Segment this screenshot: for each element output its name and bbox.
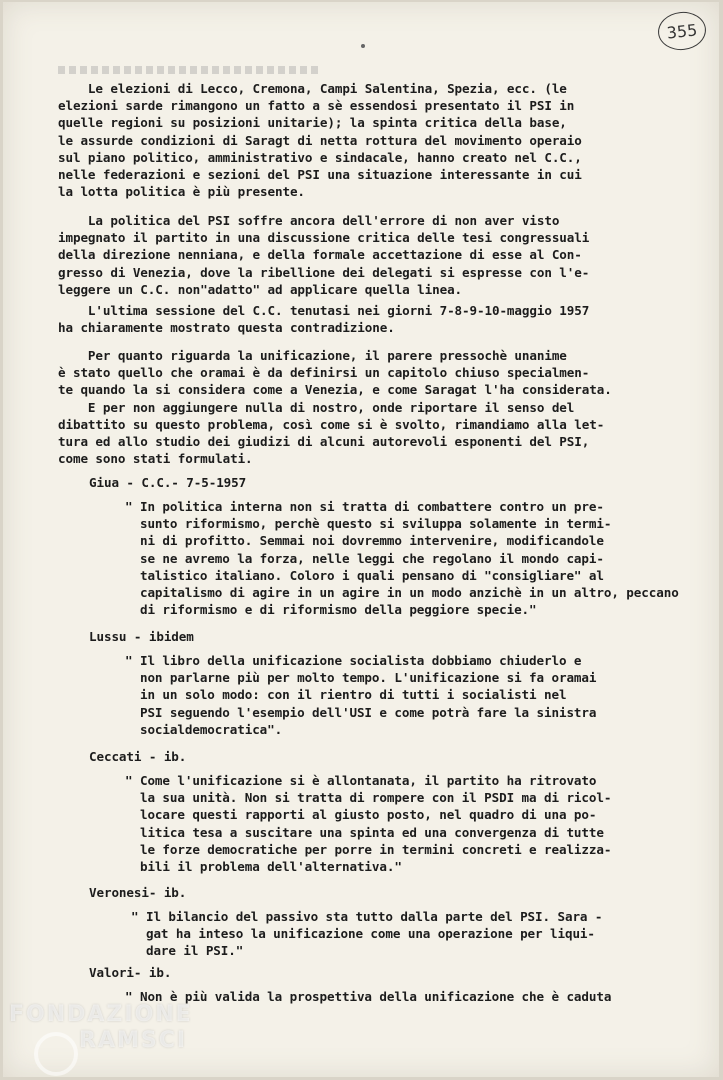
quote-text-lussu: " Il libro della unificazione socialista dobbiamo chiuderlo e non parlarne più per molto tempo. L'unificazione si fa oramai in un solo modo: con il rientro di tutti i socialisti nel PSI seguendo l'esempio dell'USI e come potrà fare la sinistra socialdemocratica". (125, 653, 597, 737)
quote-speaker-ceccati: Ceccati - ib. (89, 749, 187, 764)
page-number-stamp: 355 (656, 10, 708, 53)
quote-speaker-veronesi: Veronesi- ib. (89, 885, 187, 900)
watermark-line-1: FONDAZIONE (9, 1002, 193, 1027)
quote-speaker-valori: Valori- ib. (89, 965, 172, 980)
quote-text-veronesi: " Il bilancio del passivo sta tutto dalla parte del PSI. Sara - gat ha inteso la unificazione come una operazione per liqui- dare il PSI." (131, 909, 603, 959)
quote-text-giua: " In politica interna non si tratta di combattere contro un pre- sunto riformismo, perchè questo si sviluppa solamente in termi- ni di profitto. Semmai noi dovremmo intervenire, modificandole se ne avremo la forza, nelle leggi che regolano il mondo capi- talistico italiano. Coloro i quali pensano di "consigliare" al capitalismo di agire in un agire in un modo anzichè in un altro, peccano di riformismo e di riformismo della peggiore specie." (125, 499, 679, 618)
document-page (3, 2, 719, 1077)
ink-dot (361, 44, 365, 48)
quote-speaker-lussu: Lussu - ibidem (89, 629, 194, 644)
paragraph-2: La politica del PSI soffre ancora dell'errore di non aver visto impegnato il partito in una discussione critica delle tesi congressuali della direzione nenniana, e della formale accettazione di esse al Con- gresso di Venezia, dove la ribellione dei delegati si espresse con l'e- leggere un C.C. non"adatto" ad applicare quella linea. (58, 213, 590, 297)
quote-speaker-giua: Giua - C.C.- 7-5-1957 (89, 475, 247, 490)
quote-text-ceccati: " Come l'unificazione si è allontanata, il partito ha ritrovato la sua unità. Non si tratta di rompere con il PSDI ma di ricol- locare questi rapporti al giusto posto, nel quadro di una po- litica tesa a suscitare una spinta ed una convergenza di tutte le forze democratiche per porre in termini concreti e realizza- bili il problema dell'alternativa." (125, 773, 612, 875)
paragraph-1: Le elezioni di Lecco, Cremona, Campi Salentina, Spezia, ecc. (le elezioni sarde rimangono un fatto a sè essendosi presentato il PSI in quelle regioni su posizioni unitarie); la spinta critica della base, le assurde condizioni di Saragt di netta rottura del movimento operaio sul piano politico, amministrativo e sindacale, hanno creato nel C.C., nelle federazioni e sezioni del PSI una situazione interessante in cui la lotta politica è più presente. (58, 81, 582, 200)
paragraph-4: Per quanto riguarda la unificazione, il parere pressochè unanime è stato quello che oramai è da definirsi un capitolo chiuso specialmen- te quando la si considera come a Venezia, e come Saragat l'ha considerata. E per non aggiungere nulla di nostro, onde riportare il senso del dibattito su questo problema, così come si è svolto, rimandiamo alla let- tura ed allo studio dei giudizi di alcuni autorevoli esponenti del PSI, come sono stati formulati. (58, 348, 612, 467)
watermark-line-2: RAMSCI (79, 1028, 188, 1053)
paragraph-3: L'ultima sessione del C.C. tenutasi nei giorni 7-8-9-10-maggio 1957 ha chiaramente mostrato questa contradizione. (58, 303, 590, 336)
fondazione-gramsci-watermark (9, 1002, 269, 1077)
faded-header-line (58, 66, 318, 74)
watermark-g-circle-icon (34, 1032, 78, 1076)
quote-text-valori: " Non è più valida la prospettiva della unificazione che è caduta (125, 989, 612, 1004)
